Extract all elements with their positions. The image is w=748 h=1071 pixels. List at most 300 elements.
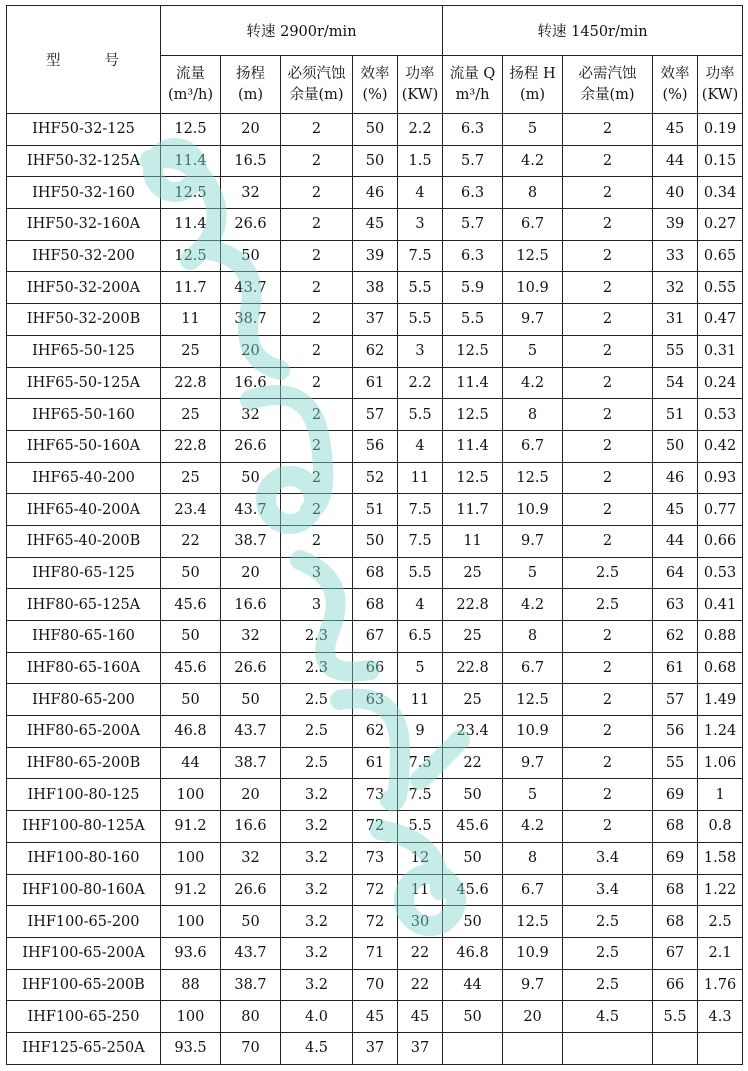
value-cell: 3	[398, 209, 443, 241]
value-cell: 11.4	[161, 145, 221, 177]
value-cell: 2	[563, 716, 653, 748]
model-header	[7, 6, 161, 114]
value-cell: 38.7	[221, 525, 281, 557]
value-cell: 56	[653, 716, 698, 748]
value-cell: 26.6	[221, 430, 281, 462]
value-cell: 22.8	[443, 652, 503, 684]
col-header-2900-3	[353, 56, 398, 114]
value-cell: 80	[221, 1001, 281, 1033]
value-cell: 11	[398, 462, 443, 494]
value-cell: 2	[281, 272, 353, 304]
value-cell: 0.34	[698, 177, 743, 209]
value-cell: 20	[221, 114, 281, 146]
model-cell: IHF50-32-200B	[7, 304, 161, 336]
value-cell: 11.4	[161, 209, 221, 241]
col-header-line: (%)	[362, 86, 388, 103]
value-cell: 5.7	[443, 209, 503, 241]
value-cell: 22.8	[161, 367, 221, 399]
value-cell: 38.7	[221, 304, 281, 336]
value-cell: 5.5	[398, 557, 443, 589]
value-cell: 43.7	[221, 494, 281, 526]
col-header-line: m³/h	[455, 86, 490, 103]
value-cell: 4	[398, 589, 443, 621]
value-cell: 3.2	[281, 969, 353, 1001]
value-cell: 0.42	[698, 430, 743, 462]
value-cell: 12.5	[443, 462, 503, 494]
value-cell: 2	[281, 462, 353, 494]
col-header-line: 扬程	[236, 65, 265, 82]
value-cell: 64	[653, 557, 698, 589]
value-cell: 16.5	[221, 145, 281, 177]
value-cell: 0.31	[698, 335, 743, 367]
value-cell: 38.7	[221, 747, 281, 779]
value-cell: 11.7	[443, 494, 503, 526]
value-cell: 68	[653, 906, 698, 938]
value-cell: 50	[221, 684, 281, 716]
model-cell: IHF125-65-250A	[7, 1032, 161, 1064]
table-row	[7, 272, 743, 304]
value-cell: 51	[353, 494, 398, 526]
value-cell: 57	[653, 684, 698, 716]
value-cell: 4.2	[503, 589, 563, 621]
value-cell: 44	[653, 145, 698, 177]
value-cell	[563, 1032, 653, 1064]
value-cell: 32	[221, 399, 281, 431]
value-cell	[443, 1032, 503, 1064]
speed-2900-header: 转速 2900r/min	[161, 6, 443, 56]
value-cell: 5.5	[398, 272, 443, 304]
value-cell: 45	[398, 1001, 443, 1033]
value-cell: 10.9	[503, 272, 563, 304]
value-cell: 3	[281, 557, 353, 589]
value-cell: 7.5	[398, 240, 443, 272]
value-cell: 50	[443, 1001, 503, 1033]
col-header-line: 流量	[176, 65, 205, 82]
value-cell: 4.2	[503, 145, 563, 177]
value-cell: 5.5	[398, 304, 443, 336]
model-header-char: 型	[46, 53, 63, 69]
value-cell: 22.8	[443, 589, 503, 621]
value-cell: 55	[653, 335, 698, 367]
value-cell: 2	[281, 494, 353, 526]
value-cell: 2	[563, 114, 653, 146]
col-header-line: 功率	[405, 65, 435, 82]
value-cell: 2	[563, 747, 653, 779]
table-row	[7, 1001, 743, 1033]
value-cell: 4	[398, 430, 443, 462]
value-cell: 50	[221, 462, 281, 494]
value-cell: 6.3	[443, 177, 503, 209]
value-cell: 9.7	[503, 304, 563, 336]
value-cell: 100	[161, 1001, 221, 1033]
value-cell: 2	[281, 240, 353, 272]
col-header-line: (KW)	[701, 86, 739, 103]
value-cell: 46	[653, 462, 698, 494]
value-cell: 5.7	[443, 145, 503, 177]
value-cell: 6.3	[443, 114, 503, 146]
table-row	[7, 114, 743, 146]
value-cell: 100	[161, 779, 221, 811]
value-cell: 2	[563, 367, 653, 399]
value-cell: 45.6	[161, 652, 221, 684]
table-row	[7, 716, 743, 748]
value-cell: 50	[221, 906, 281, 938]
table-row	[7, 906, 743, 938]
value-cell: 50	[221, 240, 281, 272]
value-cell: 10.9	[503, 494, 563, 526]
value-cell: 6.5	[398, 621, 443, 653]
value-cell: 9.7	[503, 747, 563, 779]
value-cell: 1.58	[698, 842, 743, 874]
value-cell: 7.5	[398, 494, 443, 526]
value-cell	[698, 1032, 743, 1064]
value-cell: 1.06	[698, 747, 743, 779]
value-cell: 50	[161, 684, 221, 716]
value-cell: 5	[503, 779, 563, 811]
value-cell: 11.7	[161, 272, 221, 304]
value-cell: 9.7	[503, 969, 563, 1001]
model-cell: IHF80-65-200B	[7, 747, 161, 779]
table-row	[7, 177, 743, 209]
value-cell: 50	[443, 906, 503, 938]
value-cell: 5.9	[443, 272, 503, 304]
value-cell: 4.5	[281, 1032, 353, 1064]
model-cell: IHF65-50-160	[7, 399, 161, 431]
value-cell: 3.2	[281, 937, 353, 969]
value-cell: 4.5	[563, 1001, 653, 1033]
value-cell: 73	[353, 779, 398, 811]
model-cell: IHF65-50-160A	[7, 430, 161, 462]
value-cell: 38	[353, 272, 398, 304]
model-cell: IHF80-65-200	[7, 684, 161, 716]
value-cell: 12.5	[161, 177, 221, 209]
table-row	[7, 240, 743, 272]
value-cell: 22	[161, 525, 221, 557]
value-cell: 0.77	[698, 494, 743, 526]
value-cell: 100	[161, 842, 221, 874]
value-cell: 2.5	[698, 906, 743, 938]
value-cell: 70	[221, 1032, 281, 1064]
value-cell: 4	[398, 177, 443, 209]
value-cell: 25	[443, 621, 503, 653]
value-cell: 73	[353, 842, 398, 874]
value-cell: 50	[443, 842, 503, 874]
value-cell: 2.2	[398, 114, 443, 146]
value-cell: 2	[563, 304, 653, 336]
value-cell: 50	[653, 430, 698, 462]
value-cell: 2	[281, 525, 353, 557]
value-cell: 1.24	[698, 716, 743, 748]
model-cell: IHF80-65-125	[7, 557, 161, 589]
value-cell: 2	[563, 811, 653, 843]
value-cell: 8	[503, 621, 563, 653]
value-cell: 2	[563, 209, 653, 241]
value-cell: 50	[353, 114, 398, 146]
table-row	[7, 209, 743, 241]
value-cell: 0.15	[698, 145, 743, 177]
model-cell: IHF50-32-200	[7, 240, 161, 272]
value-cell: 0.88	[698, 621, 743, 653]
value-cell: 5	[503, 114, 563, 146]
value-cell: 10.9	[503, 716, 563, 748]
value-cell: 1.76	[698, 969, 743, 1001]
value-cell: 0.93	[698, 462, 743, 494]
value-cell: 22	[398, 969, 443, 1001]
value-cell: 2	[281, 145, 353, 177]
value-cell	[653, 1032, 698, 1064]
table-row	[7, 430, 743, 462]
value-cell: 2.3	[281, 652, 353, 684]
value-cell: 3.2	[281, 779, 353, 811]
value-cell: 68	[653, 811, 698, 843]
table-row	[7, 335, 743, 367]
value-cell: 91.2	[161, 874, 221, 906]
model-cell: IHF100-65-200A	[7, 937, 161, 969]
value-cell: 69	[653, 779, 698, 811]
table-row	[7, 462, 743, 494]
value-cell: 12.5	[443, 335, 503, 367]
value-cell: 12.5	[161, 240, 221, 272]
col-header-line: (m)	[237, 86, 264, 103]
value-cell: 46.8	[161, 716, 221, 748]
col-header-line: 效率	[360, 65, 390, 82]
value-cell: 12.5	[503, 684, 563, 716]
value-cell: 37	[398, 1032, 443, 1064]
table-row	[7, 304, 743, 336]
value-cell: 25	[161, 462, 221, 494]
value-cell: 67	[353, 621, 398, 653]
value-cell: 2	[563, 335, 653, 367]
value-cell: 93.5	[161, 1032, 221, 1064]
model-cell: IHF100-80-160A	[7, 874, 161, 906]
model-cell: IHF100-80-160	[7, 842, 161, 874]
value-cell: 3.4	[563, 842, 653, 874]
model-cell: IHF65-50-125	[7, 335, 161, 367]
value-cell: 0.8	[698, 811, 743, 843]
col-header-line: (m³/h)	[167, 86, 214, 103]
value-cell: 6.7	[503, 652, 563, 684]
value-cell: 63	[653, 589, 698, 621]
value-cell: 5	[503, 335, 563, 367]
value-cell: 45	[353, 209, 398, 241]
value-cell: 11	[161, 304, 221, 336]
value-cell: 2	[281, 304, 353, 336]
table-row	[7, 367, 743, 399]
value-cell: 61	[353, 747, 398, 779]
spec-table-container	[6, 5, 743, 1065]
value-cell: 43.7	[221, 937, 281, 969]
value-cell: 50	[161, 557, 221, 589]
value-cell: 61	[353, 367, 398, 399]
value-cell: 72	[353, 874, 398, 906]
speed-1450-header: 转速 1450r/min	[443, 6, 743, 56]
value-cell: 33	[653, 240, 698, 272]
value-cell: 25	[443, 557, 503, 589]
value-cell: 93.6	[161, 937, 221, 969]
value-cell: 12.5	[503, 240, 563, 272]
value-cell: 4.3	[698, 1001, 743, 1033]
table-row	[7, 842, 743, 874]
value-cell: 2	[281, 177, 353, 209]
value-cell: 0.53	[698, 399, 743, 431]
value-cell: 55	[653, 747, 698, 779]
value-cell: 16.6	[221, 589, 281, 621]
value-cell: 0.65	[698, 240, 743, 272]
value-cell: 71	[353, 937, 398, 969]
value-cell: 2	[563, 494, 653, 526]
value-cell: 3.4	[563, 874, 653, 906]
value-cell: 39	[353, 240, 398, 272]
value-cell: 5.5	[398, 399, 443, 431]
col-header-line: 必须汽蚀	[287, 65, 346, 82]
col-header-line: 余量(m)	[580, 86, 635, 103]
value-cell: 12.5	[161, 114, 221, 146]
model-cell: IHF100-65-250	[7, 1001, 161, 1033]
value-cell: 30	[398, 906, 443, 938]
value-cell: 9.7	[503, 525, 563, 557]
value-cell: 44	[161, 747, 221, 779]
value-cell: 2.2	[398, 367, 443, 399]
value-cell: 25	[443, 684, 503, 716]
value-cell: 2	[563, 272, 653, 304]
value-cell: 20	[221, 557, 281, 589]
value-cell: 2	[563, 399, 653, 431]
value-cell: 7.5	[398, 779, 443, 811]
model-cell: IHF50-32-200A	[7, 272, 161, 304]
value-cell: 91.2	[161, 811, 221, 843]
col-header-line: (KW)	[401, 86, 439, 103]
value-cell: 8	[503, 177, 563, 209]
model-cell: IHF80-65-160	[7, 621, 161, 653]
value-cell: 2.1	[698, 937, 743, 969]
value-cell: 66	[353, 652, 398, 684]
value-cell: 7.5	[398, 747, 443, 779]
col-header-1450-4	[698, 56, 743, 114]
col-header-line: (m)	[520, 86, 546, 103]
model-cell: IHF100-65-200	[7, 906, 161, 938]
value-cell: 2	[563, 525, 653, 557]
col-header-2900-1	[221, 56, 281, 114]
value-cell: 37	[353, 1032, 398, 1064]
model-cell: IHF100-80-125	[7, 779, 161, 811]
value-cell: 0.68	[698, 652, 743, 684]
table-row	[7, 937, 743, 969]
table-row	[7, 1032, 743, 1064]
table-row	[7, 589, 743, 621]
value-cell: 54	[653, 367, 698, 399]
value-cell: 10.9	[503, 937, 563, 969]
table-row	[7, 525, 743, 557]
value-cell: 67	[653, 937, 698, 969]
value-cell: 16.6	[221, 367, 281, 399]
col-header-line: 功率	[705, 65, 735, 82]
value-cell: 2	[281, 114, 353, 146]
value-cell: 2	[563, 621, 653, 653]
value-cell: 2	[281, 335, 353, 367]
spec-table-body	[7, 114, 743, 1065]
value-cell: 68	[353, 557, 398, 589]
value-cell: 68	[353, 589, 398, 621]
value-cell: 6.7	[503, 874, 563, 906]
model-cell: IHF65-40-200A	[7, 494, 161, 526]
value-cell: 1	[698, 779, 743, 811]
value-cell: 2.5	[563, 969, 653, 1001]
value-cell: 11	[398, 684, 443, 716]
model-cell: IHF65-40-200B	[7, 525, 161, 557]
value-cell: 25	[161, 335, 221, 367]
value-cell: 0.24	[698, 367, 743, 399]
col-header-line: 必需汽蚀	[578, 65, 637, 82]
value-cell: 57	[353, 399, 398, 431]
value-cell: 31	[653, 304, 698, 336]
value-cell: 22	[398, 937, 443, 969]
value-cell: 5.5	[653, 1001, 698, 1033]
value-cell: 72	[353, 906, 398, 938]
value-cell: 0.66	[698, 525, 743, 557]
value-cell: 2.5	[563, 589, 653, 621]
value-cell: 69	[653, 842, 698, 874]
value-cell: 0.53	[698, 557, 743, 589]
value-cell: 52	[353, 462, 398, 494]
value-cell: 2	[563, 430, 653, 462]
value-cell: 3.2	[281, 906, 353, 938]
value-cell: 26.6	[221, 209, 281, 241]
value-cell: 22.8	[161, 430, 221, 462]
value-cell: 56	[353, 430, 398, 462]
value-cell: 72	[353, 811, 398, 843]
value-cell: 63	[353, 684, 398, 716]
value-cell: 44	[443, 969, 503, 1001]
value-cell: 23.4	[161, 494, 221, 526]
table-row	[7, 494, 743, 526]
value-cell: 2	[281, 430, 353, 462]
value-cell: 26.6	[221, 652, 281, 684]
value-cell: 26.6	[221, 874, 281, 906]
model-cell: IHF80-65-125A	[7, 589, 161, 621]
value-cell: 2.5	[563, 906, 653, 938]
value-cell: 32	[221, 621, 281, 653]
value-cell: 62	[353, 716, 398, 748]
header-row-speed	[7, 6, 743, 56]
value-cell: 4.0	[281, 1001, 353, 1033]
table-row	[7, 969, 743, 1001]
value-cell: 50	[353, 525, 398, 557]
col-header-1450-1	[503, 56, 563, 114]
value-cell: 2.5	[563, 557, 653, 589]
value-cell: 3	[281, 589, 353, 621]
value-cell: 2.3	[281, 621, 353, 653]
value-cell: 12	[398, 842, 443, 874]
value-cell: 2	[563, 684, 653, 716]
table-row	[7, 874, 743, 906]
value-cell: 0.47	[698, 304, 743, 336]
table-row	[7, 399, 743, 431]
col-header-line: 余量(m)	[289, 86, 344, 103]
value-cell: 12.5	[503, 462, 563, 494]
value-cell: 11	[443, 525, 503, 557]
table-row	[7, 811, 743, 843]
value-cell: 43.7	[221, 272, 281, 304]
value-cell: 0.19	[698, 114, 743, 146]
value-cell: 62	[653, 621, 698, 653]
value-cell: 32	[221, 177, 281, 209]
value-cell: 4.2	[503, 367, 563, 399]
value-cell: 25	[161, 399, 221, 431]
value-cell: 0.27	[698, 209, 743, 241]
value-cell: 37	[353, 304, 398, 336]
col-header-1450-2	[563, 56, 653, 114]
value-cell: 45.6	[443, 811, 503, 843]
